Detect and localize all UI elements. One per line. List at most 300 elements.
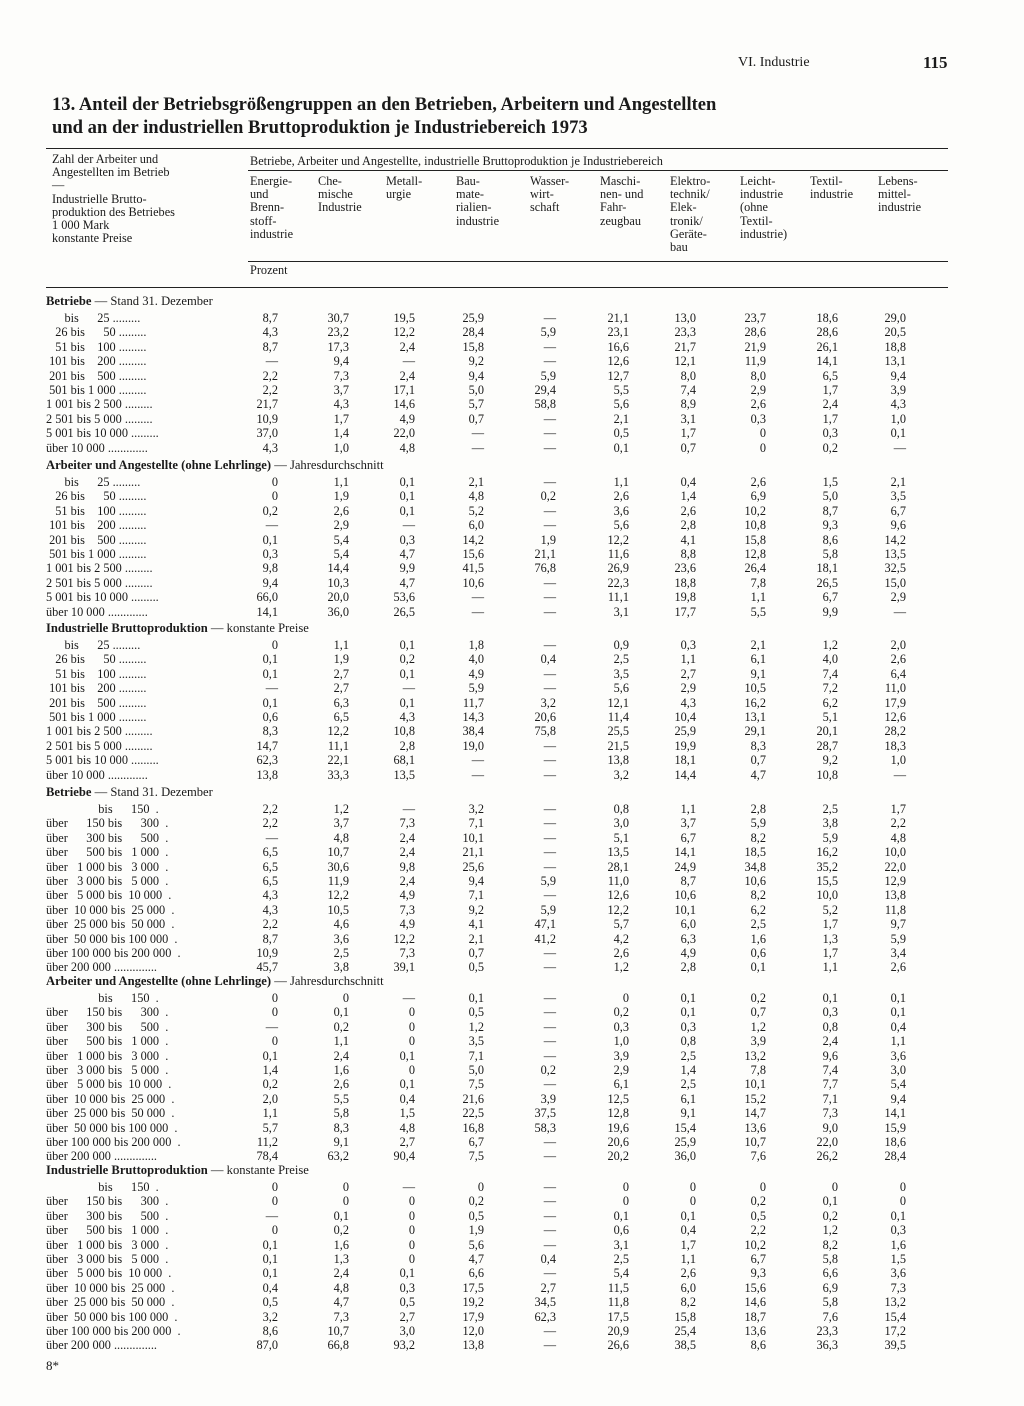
table-cell: 16,2 (744, 695, 766, 710)
table-cell: 9,4 (333, 354, 349, 369)
table-cell: 11,1 (327, 738, 349, 753)
table-cell: 1,1 (680, 802, 696, 816)
table-cell: 5,7 (468, 397, 484, 412)
table-cell: 5,9 (822, 830, 838, 845)
table-cell: 18,7 (744, 1309, 766, 1324)
row-label: über 200 000 .............. (46, 960, 158, 975)
table-cell: 10,7 (327, 845, 349, 860)
table-cell: 1,0 (890, 753, 906, 768)
table-cell: 0,1 (399, 695, 415, 710)
table-cell: 14,1 (674, 845, 696, 860)
title-line-2: und an der industriellen Bruttoproduktion je Industriebereich 1973 (52, 117, 588, 138)
table-cell: 13,5 (393, 767, 415, 782)
table-cell: 3,1 (613, 1237, 629, 1252)
table-cell: 0,3 (399, 532, 415, 547)
table-cell: 0 (271, 1180, 278, 1194)
row-label: über 500 bis 1 000 . (46, 845, 169, 860)
table-cell: 5,1 (613, 830, 629, 845)
table-cell: 2,5 (750, 917, 766, 932)
table-cell: 13,0 (674, 311, 696, 325)
header-bottom-rule (46, 287, 948, 288)
table-cell: 5,6 (613, 397, 629, 412)
table-cell: 13,8 (607, 753, 629, 768)
row-label: 501 bis 1 000 ......... (46, 383, 147, 397)
table-cell: 0,8 (822, 1019, 838, 1034)
table-row (46, 710, 966, 725)
table-cell: 9,0 (822, 1120, 838, 1135)
column-header: Bau- mate- rialien- industrie (456, 174, 500, 228)
table-cell: 18,1 (816, 561, 838, 576)
table-cell: 2,6 (680, 503, 696, 518)
row-label: 501 bis 1 000 ......... (46, 547, 147, 561)
table-cell: 90,4 (393, 1149, 415, 1164)
table-cell: 3,0 (399, 1324, 415, 1338)
table-row (46, 1063, 966, 1078)
column-group-header: Betriebe, Arbeiter und Angestellte, industrielle Bruttoproduktion je Industriebereich (250, 154, 663, 168)
table-cell: — (543, 802, 556, 816)
table-cell: 10,8 (816, 767, 838, 782)
table-cell: 6,7 (890, 503, 906, 518)
table-cell: 1,3 (822, 931, 838, 946)
table-cell: — (471, 604, 484, 619)
table-cell: 13,8 (884, 888, 906, 903)
table-row (46, 1310, 966, 1325)
table-cell: 2,1 (468, 931, 484, 946)
table-row (46, 1106, 966, 1121)
table-cell: 4,1 (680, 532, 696, 547)
row-label: 5 001 bis 10 000 ......... (46, 753, 159, 768)
table-cell: 14,2 (462, 532, 484, 547)
section-title-text: Arbeiter und Angestellte (ohne Lehrlinge) (46, 458, 272, 472)
table-cell: 0,7 (468, 946, 484, 960)
table-cell: 8,3 (750, 738, 766, 753)
column-header: Metall- urgie (386, 174, 423, 202)
table-cell: 10,8 (744, 518, 766, 533)
table-cell: 1,4 (333, 426, 349, 441)
table-cell: 6,6 (822, 1266, 838, 1281)
table-cell: 6,9 (750, 489, 766, 504)
table-cell: — (543, 518, 556, 533)
row-label: über 25 000 bis 50 000 . (46, 917, 175, 932)
table-cell: 2,9 (333, 518, 349, 533)
table-cell: 2,8 (399, 738, 415, 753)
table-cell: 18,6 (884, 1135, 906, 1149)
table-cell: 5,5 (333, 1091, 349, 1106)
table-cell: 23,2 (327, 325, 349, 340)
table-cell: 10,2 (744, 503, 766, 518)
table-cell: 58,3 (534, 1120, 556, 1135)
table-cell: 3,0 (890, 1063, 906, 1077)
table-cell: 5,9 (750, 816, 766, 831)
table-cell: 0,3 (822, 1005, 838, 1020)
table-cell: 0,3 (822, 426, 838, 441)
table-cell: 25,4 (674, 1324, 696, 1338)
table-cell: 29,0 (884, 311, 906, 325)
table-cell: 15,9 (884, 1120, 906, 1135)
table-row (46, 1324, 966, 1339)
table-cell: 7,3 (822, 1106, 838, 1121)
table-cell: 0,5 (750, 1208, 766, 1223)
table-cell: 0 (271, 991, 278, 1005)
table-cell: 0,5 (262, 1295, 278, 1310)
table-cell: 4,8 (399, 440, 415, 455)
table-cell: 0,5 (468, 1005, 484, 1020)
table-cell: 25,9 (674, 1135, 696, 1149)
table-cell: 12,8 (607, 1106, 629, 1121)
table-cell: 2,4 (399, 845, 415, 860)
table-cell: 3,7 (333, 383, 349, 397)
table-cell: 9,4 (262, 575, 278, 590)
table-cell: 0 (831, 1180, 838, 1194)
table-cell: 6,5 (822, 368, 838, 383)
column-header: Textil- industrie (810, 174, 854, 202)
table-cell: 3,6 (333, 931, 349, 946)
table-cell: 2,5 (680, 1077, 696, 1092)
table-cell: 21,1 (462, 845, 484, 860)
table-row (46, 991, 966, 1006)
table-cell: 21,1 (534, 547, 556, 561)
table-cell: — (265, 1019, 278, 1034)
table-cell: 1,1 (333, 638, 349, 652)
table-cell: 15,6 (462, 547, 484, 561)
table-cell: 0 (271, 1034, 278, 1049)
table-cell: 6,3 (680, 931, 696, 946)
row-label: über 150 bis 300 . (46, 1005, 169, 1020)
table-cell: 0 (759, 440, 766, 455)
table-cell: 13,8 (256, 767, 278, 782)
row-label: über 100 000 bis 200 000 . (46, 1135, 181, 1149)
table-cell: 10,4 (674, 710, 696, 724)
table-cell: 10,3 (327, 575, 349, 590)
table-cell: — (543, 1077, 556, 1092)
table-cell: 1,1 (333, 1034, 349, 1049)
table-cell: 6,5 (262, 845, 278, 860)
table-cell: 29,1 (744, 724, 766, 739)
table-cell: 1,7 (822, 946, 838, 960)
table-cell: 4,3 (680, 695, 696, 710)
row-label: über 5 000 bis 10 000 . (46, 888, 172, 903)
table-cell: 5,4 (333, 532, 349, 547)
table-cell: 45,7 (256, 960, 278, 975)
table-cell: 22,3 (607, 575, 629, 590)
table-cell: 2,7 (540, 1280, 556, 1295)
row-label: über 150 bis 300 . (46, 1194, 169, 1209)
table-cell: 26,1 (816, 339, 838, 354)
table-cell: 5,9 (540, 368, 556, 383)
table-cell: 0,1 (262, 652, 278, 667)
table-row (46, 426, 966, 441)
section-title-text: Industrielle Bruttoproduktion (46, 1163, 208, 1177)
table-cell: 4,9 (399, 888, 415, 903)
table-cell: 0 (408, 1034, 415, 1049)
table-cell: 3,2 (540, 695, 556, 710)
table-cell: — (893, 440, 906, 455)
table-cell: — (543, 1149, 556, 1164)
table-cell: 6,0 (680, 1280, 696, 1295)
table-cell: — (543, 1223, 556, 1238)
table-cell: 0,1 (262, 532, 278, 547)
table-cell: 0,5 (468, 1208, 484, 1223)
table-cell: 0,3 (262, 547, 278, 561)
column-header: Wasser- wirt- schaft (530, 174, 570, 215)
table-cell: 0,1 (613, 1208, 629, 1223)
table-cell: 3,9 (613, 1048, 629, 1063)
table-cell: 0,3 (750, 411, 766, 426)
table-cell: — (543, 960, 556, 975)
table-cell: 19,6 (607, 1120, 629, 1135)
table-cell: 10,5 (327, 902, 349, 917)
table-cell: — (402, 991, 415, 1005)
table-cell: 4,8 (468, 489, 484, 504)
table-cell: 5,2 (822, 902, 838, 917)
table-cell: 0,1 (262, 1048, 278, 1063)
section-title (46, 294, 213, 310)
table-cell: — (543, 1338, 556, 1353)
table-cell: 13,1 (884, 354, 906, 369)
table-cell: 1,0 (890, 411, 906, 426)
table-cell: 9,1 (333, 1135, 349, 1149)
table-cell: 9,7 (890, 917, 906, 932)
table-cell: — (543, 845, 556, 860)
row-label: 201 bis 500 ......... (46, 532, 147, 547)
table-cell: 6,2 (822, 695, 838, 710)
row-label: über 50 000 bis 100 000 . (46, 1120, 178, 1135)
table-cell: 6,3 (333, 695, 349, 710)
table-cell: 8,2 (750, 830, 766, 845)
section-title-text: Betriebe (46, 294, 92, 308)
table-cell: 22,0 (884, 859, 906, 874)
table-cell: — (471, 753, 484, 768)
row-label: über 10 000 bis 25 000 . (46, 1091, 175, 1106)
row-label: bis 150 . (46, 802, 159, 816)
table-cell: 2,7 (680, 666, 696, 681)
table-cell: 66,8 (327, 1338, 349, 1353)
table-cell: 8,0 (750, 368, 766, 383)
table-cell: 0 (408, 1194, 415, 1209)
row-label: 2 501 bis 5 000 ......... (46, 575, 153, 590)
table-row (46, 696, 966, 711)
table-cell: 2,4 (333, 1266, 349, 1281)
table-cell: 0,4 (890, 1019, 906, 1034)
table-row (46, 1223, 966, 1238)
table-cell: 0,2 (613, 1005, 629, 1020)
table-cell: 0 (689, 1180, 696, 1194)
table-cell: 0 (689, 1194, 696, 1209)
table-cell: 18,3 (884, 738, 906, 753)
table-cell: 0 (759, 426, 766, 441)
table-row (46, 1281, 966, 1296)
table-cell: 0,2 (399, 652, 415, 667)
table-cell: 1,9 (333, 489, 349, 504)
table-row (46, 1020, 966, 1035)
table-cell: 1,4 (680, 489, 696, 504)
section-subtitle: — Jahresdurchschnitt (271, 458, 384, 472)
table-cell: 4,7 (333, 1295, 349, 1310)
table-cell: 0,1 (750, 960, 766, 975)
table-cell: 0,4 (399, 1091, 415, 1106)
table-cell: 8,7 (262, 931, 278, 946)
table-row (46, 340, 966, 355)
table-cell: 3,6 (890, 1266, 906, 1281)
table-cell: 37,5 (534, 1106, 556, 1121)
table-cell: 0 (271, 638, 278, 652)
table-cell: 0 (622, 1194, 629, 1209)
row-label: über 10 000 ............. (46, 604, 148, 619)
table-cell: — (543, 426, 556, 441)
table-cell: 21,1 (607, 311, 629, 325)
table-cell: — (402, 802, 415, 816)
table-row (46, 354, 966, 369)
table-cell: 2,6 (680, 1266, 696, 1281)
table-cell: 47,1 (534, 917, 556, 932)
table-cell: 0,1 (680, 991, 696, 1005)
table-cell: 0 (342, 991, 349, 1005)
row-label: 2 501 bis 5 000 ......... (46, 411, 153, 426)
table-cell: 13,1 (744, 710, 766, 724)
table-cell: 0,2 (333, 1223, 349, 1238)
table-cell: 10,0 (816, 888, 838, 903)
table-cell: 1,2 (613, 960, 629, 975)
table-cell: 14,1 (816, 354, 838, 369)
table-cell: 5,5 (750, 604, 766, 619)
table-cell: 15,8 (744, 532, 766, 547)
table-cell: 19,0 (462, 738, 484, 753)
table-cell: 2,4 (399, 830, 415, 845)
section-title (46, 1163, 309, 1179)
row-label: über 10 000 ............. (46, 767, 148, 782)
table-cell: 6,5 (262, 874, 278, 888)
table-cell: 14,7 (744, 1106, 766, 1121)
table-cell: 21,5 (607, 738, 629, 753)
table-cell: 32,5 (884, 561, 906, 576)
table-cell: 8,7 (680, 874, 696, 888)
table-cell: — (543, 1034, 556, 1049)
table-cell: 0,1 (890, 991, 906, 1005)
table-cell: 17,9 (462, 1309, 484, 1324)
row-label: 201 bis 500 ......... (46, 368, 147, 383)
table-cell: 0 (271, 1223, 278, 1238)
table-cell: 7,1 (822, 1091, 838, 1106)
table-cell: 0,5 (613, 426, 629, 441)
table-cell: 17,9 (884, 695, 906, 710)
table-cell: 18,6 (816, 311, 838, 325)
table-cell: 9,4 (890, 1091, 906, 1106)
table-cell: 63,2 (327, 1149, 349, 1164)
table-cell: 0,1 (262, 666, 278, 681)
table-cell: 7,6 (822, 1309, 838, 1324)
table-cell: 0,1 (262, 695, 278, 710)
table-row (46, 412, 966, 427)
table-cell: 18,1 (674, 753, 696, 768)
table-row (46, 1049, 966, 1064)
table-cell: 2,2 (890, 816, 906, 831)
table-cell: 12,2 (393, 325, 415, 340)
table-cell: — (543, 1324, 556, 1338)
table-cell: 5,8 (822, 1252, 838, 1266)
table-row (46, 1005, 966, 1020)
table-row (46, 383, 966, 398)
table-cell: 1,2 (822, 638, 838, 652)
table-cell: 7,5 (468, 1077, 484, 1092)
table-cell: 3,1 (613, 604, 629, 619)
table-cell: 2,6 (750, 475, 766, 489)
table-cell: 75,8 (534, 724, 556, 739)
table-cell: 0 (899, 1180, 906, 1194)
table-cell: 10,1 (674, 902, 696, 917)
table-cell: 14,6 (393, 397, 415, 412)
table-cell: 5,0 (468, 383, 484, 397)
table-cell: 0 (408, 1252, 415, 1266)
table-cell: — (471, 767, 484, 782)
row-label: über 10 000 bis 25 000 . (46, 902, 175, 917)
table-row (46, 753, 966, 768)
table-cell: 15,8 (674, 1309, 696, 1324)
table-cell: — (543, 339, 556, 354)
row-label: über 25 000 bis 50 000 . (46, 1295, 175, 1310)
table-cell: 11,9 (744, 354, 766, 369)
table-row (46, 369, 966, 384)
table-cell: 2,6 (333, 503, 349, 518)
table-cell: — (543, 604, 556, 619)
table-cell: 11,0 (884, 681, 906, 696)
table-cell: 4,9 (680, 946, 696, 960)
table-cell: — (543, 946, 556, 960)
table-cell: 1,3 (333, 1252, 349, 1266)
table-cell: 7,1 (468, 1048, 484, 1063)
table-cell: 4,3 (262, 440, 278, 455)
table-cell: 0,4 (540, 652, 556, 667)
table-cell: 7,3 (333, 1309, 349, 1324)
table-row (46, 652, 966, 667)
table-cell: 1,5 (399, 1106, 415, 1121)
table-cell: 2,8 (750, 802, 766, 816)
table-cell: — (265, 354, 278, 369)
table-cell: 0,3 (399, 1280, 415, 1295)
table-cell: 41,2 (534, 931, 556, 946)
table-cell: 26,2 (816, 1149, 838, 1164)
table-cell: 2,9 (613, 1063, 629, 1077)
table-cell: 9,8 (262, 561, 278, 576)
table-cell: 1,7 (822, 411, 838, 426)
table-cell: 2,2 (262, 383, 278, 397)
column-header: Energie- und Brenn- stoff- industrie (250, 174, 294, 241)
table-row (46, 724, 966, 739)
table-cell: 7,8 (750, 575, 766, 590)
table-cell: 10,9 (256, 946, 278, 960)
table-cell: 2,9 (680, 681, 696, 696)
table-cell: 3,5 (468, 1034, 484, 1049)
table-row (46, 590, 966, 605)
table-cell: 3,9 (890, 383, 906, 397)
table-cell: 4,8 (333, 1280, 349, 1295)
table-cell: 7,4 (822, 666, 838, 681)
table-cell: 0 (342, 1194, 349, 1209)
table-cell: 0 (342, 1180, 349, 1194)
row-label: über 300 bis 500 . (46, 1019, 169, 1034)
table-cell: 1,1 (750, 590, 766, 605)
table-cell: 3,0 (613, 816, 629, 831)
table-cell: 1,1 (680, 652, 696, 667)
table-cell: 2,1 (890, 475, 906, 489)
table-cell: 3,6 (613, 503, 629, 518)
table-cell: 5,9 (540, 874, 556, 888)
table-cell: 15,8 (462, 339, 484, 354)
table-cell: 15,4 (674, 1120, 696, 1135)
table-cell: 11,8 (607, 1295, 629, 1310)
table-cell: 3,2 (468, 802, 484, 816)
table-cell: 17,5 (607, 1309, 629, 1324)
table-cell: 1,7 (822, 383, 838, 397)
